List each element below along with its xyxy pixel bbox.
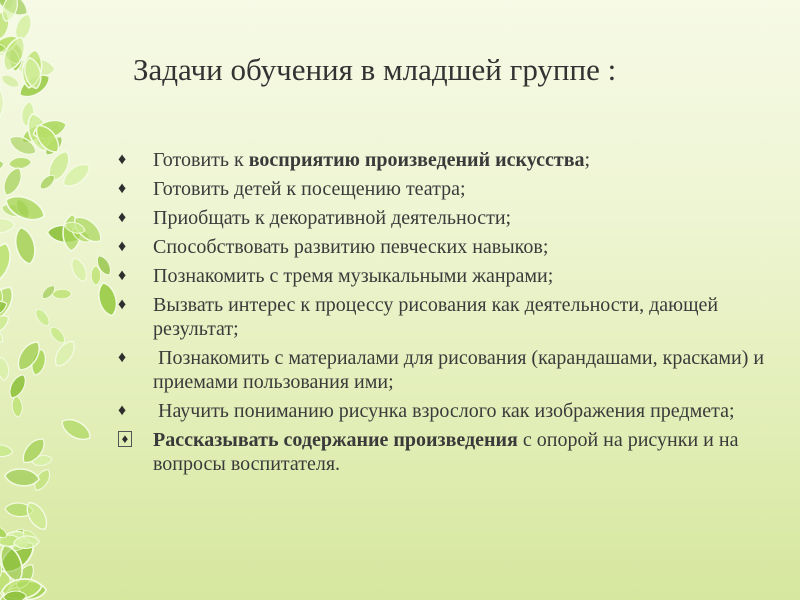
diamond-bullet-icon: ♦ [118, 209, 127, 226]
list-item [118, 293, 768, 341]
leaf-shape [0, 157, 5, 175]
item-text-pre: Готовить к [153, 149, 249, 171]
leaf-shape [47, 324, 67, 345]
list-item [118, 177, 768, 201]
slide-title: Задачи обучения в младшей группе : [133, 52, 617, 87]
leaf-shape [8, 156, 32, 169]
leaf-shape [0, 72, 21, 90]
leaf-shape [12, 225, 39, 266]
diamond-bullet-icon: ♦ [118, 296, 127, 313]
item-text: Способствовать развитию певческих навыков; [153, 236, 549, 258]
bullet-list [118, 148, 768, 481]
item-text-bold: Рассказывать содержание произведения [153, 429, 518, 451]
diamond-bullet-icon: ♦ [118, 180, 127, 197]
leaf-shape [33, 307, 52, 329]
list-item [118, 206, 768, 230]
leaf-shape [11, 396, 23, 418]
list-item [118, 264, 768, 288]
list-item [118, 235, 768, 259]
item-text-bold: восприятию произведений искусства [248, 149, 585, 171]
leaf-shape [51, 338, 79, 370]
item-text: Научить пониманию рисунка взрослого как изображения предмета; [153, 400, 735, 422]
diamond-bullet-icon: ♦ [118, 151, 127, 168]
diamond-bullet-icon: ♦ [118, 267, 127, 284]
leaf-shape [0, 416, 3, 440]
leaf-shape [68, 256, 90, 284]
leaf-shape [0, 444, 13, 458]
diamond-bullet-icon: ♦ [118, 349, 127, 366]
list-item [118, 428, 768, 476]
leaf-shape [58, 415, 94, 445]
list-item [118, 346, 768, 394]
item-text-post: с опорой на рисунки и на вопросы воспитателя. [153, 429, 739, 475]
item-text: Познакомить с материалами для рисования (карандашами, красками) и приемами пользования ими; [153, 347, 770, 393]
list-item [118, 148, 768, 172]
diamond-bullet-icon: ♦ [118, 402, 127, 419]
item-text: Вызвать интерес к процессу рисования как деятельности, дающей результат; [153, 294, 724, 340]
leaf-shape [91, 266, 101, 286]
leaf-shape [0, 217, 15, 233]
leaf-shape [6, 372, 29, 401]
diamond-bullet-icon: ♦ [118, 238, 127, 255]
leaf-shape [0, 356, 10, 381]
item-text: Готовить детей к посещению театра; [153, 178, 466, 200]
leaf-shape [0, 165, 25, 198]
item-text: Приобщать к декоративной деятельности; [153, 207, 512, 229]
leaf-shape [52, 289, 72, 299]
item-text: Познакомить с тремя музыкальными жанрами; [153, 265, 554, 287]
boxed-diamond-bullet-icon: ♦ [118, 431, 132, 447]
list-item [118, 399, 768, 423]
item-text-post: ; [584, 149, 591, 171]
leaf-shape [95, 281, 120, 318]
leaf-shape [0, 240, 15, 286]
